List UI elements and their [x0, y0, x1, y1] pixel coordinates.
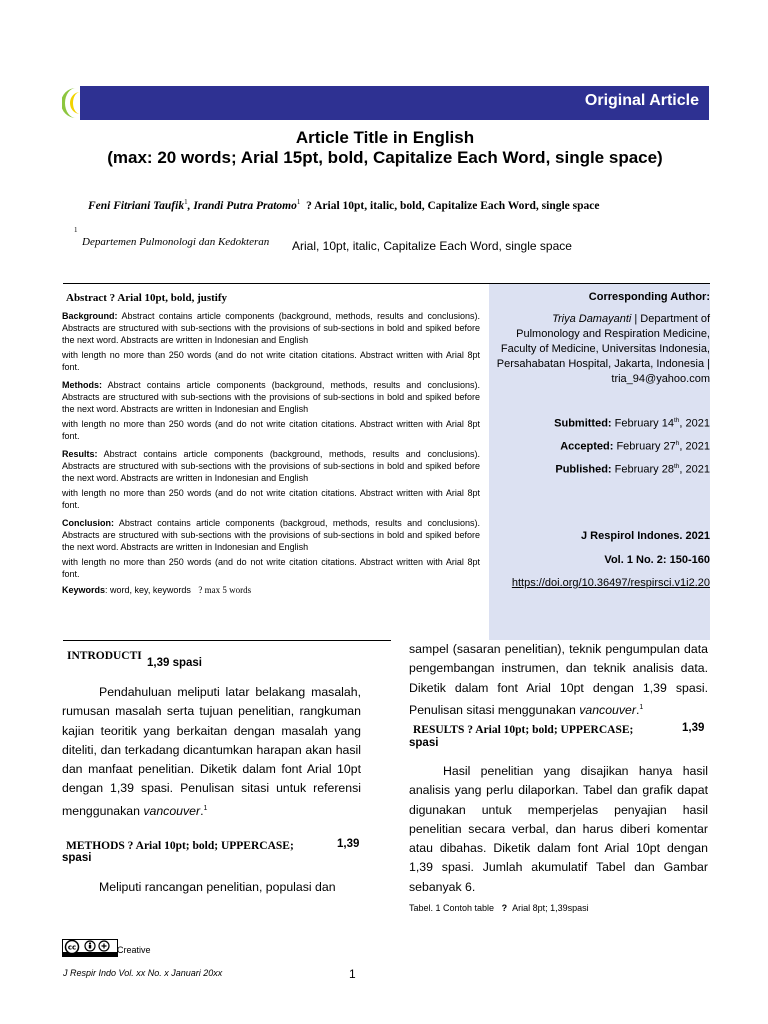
submitted-suffix: th	[673, 417, 680, 424]
table-caption-note: Arial 8pt; 1,39spasi	[512, 903, 589, 913]
author-1: Feni Fitriani Taufik	[88, 199, 185, 212]
introduction-text: Pendahuluan meliputi latar belakang masalah, rumusan masalah serta tujuan penelitian, rangkuman kajian teoritik yang berkaitan dengan masalah yang diteliti, dan terkadang dicantumkan harapan akan hasil dan manfaat penelitian. Diketik dalam font Arial 10pt dengan 1,39 spasi. Penulisan sitasi untuk referensi menggunakan	[62, 685, 361, 818]
article-title	[60, 128, 710, 168]
accepted-value: February 27	[613, 440, 676, 453]
abstract-conclusion	[62, 517, 480, 580]
author-format-note: ? Arial 10pt, italic, bold, Capitalize Each Word, single space	[306, 199, 600, 212]
corresponding-author-affiliation: | Department of Pulmonology and Respiration Medicine, Faculty of Medicine, Universitas Indonesia, Persahabatan Hospital, Jakarta, Indonesia | tria_94@yahoo.com	[496, 313, 710, 385]
affiliation-format-note: Arial, 10pt, italic, Capitalize Each Word, single space	[292, 239, 572, 253]
results-spacing-unit: spasi	[409, 737, 439, 749]
article-type-banner	[80, 86, 709, 120]
table-caption	[409, 903, 589, 913]
accepted-label: Accepted:	[560, 440, 614, 453]
svg-text:cc: cc	[67, 943, 77, 952]
author-2-affil: 1	[296, 198, 301, 206]
abstract-section-text: Abstract contains article components (background, methods, results and conclusions). Abstracts are structured with sub-sections with the provisions of sub-sections in bold and spiked before the next word. Abstracts are written in Indonesian and English	[62, 380, 480, 414]
abstract-section-text-end: with length no more than 250 words (and do not write citation citations. Abstract written with Arial 8pt font.	[62, 419, 480, 441]
corresponding-author-label: Corresponding Author:	[588, 291, 710, 303]
article-type-label: Original Article	[584, 92, 699, 109]
footer-citation: J Respir Indo Vol. xx No. x Januari 20xx	[63, 968, 223, 978]
methods-citation: 1	[639, 703, 644, 711]
abstract-section-text: Abstract contains article components (background, methods, results and conclusions). Abstracts are structured with sub-sections with the provisions of sub-sections in bold and spiked before the next word. Abstracts are written in Indonesian and English	[62, 449, 480, 483]
introduction-italic-term: vancouver	[143, 803, 201, 818]
methods-continued-end: .	[635, 702, 640, 717]
submitted-year: , 2021	[679, 417, 710, 430]
author-1-affil: 1	[184, 198, 188, 206]
keywords-line	[62, 585, 251, 595]
abstract-results	[62, 448, 480, 511]
abstract-section-label: Methods:	[62, 380, 102, 390]
introduction-paragraph	[62, 683, 361, 821]
submitted-date	[554, 413, 710, 432]
page-number: 1	[349, 967, 356, 981]
affiliation-marker: 1	[74, 226, 78, 234]
introduction-end: .	[200, 803, 204, 818]
published-date	[555, 459, 710, 478]
results-spacing-value: 1,39	[682, 722, 705, 734]
table-caption-text: Tabel. 1 Contoh table	[409, 903, 495, 913]
accepted-date	[560, 436, 710, 455]
abstract-section-label: Conclusion:	[62, 518, 114, 528]
abstract-section-text: Abstract contains article components (backgroud, methods, results and conclusions). Abstracts are structured with sub-sections with the provisions of sub-sections in bold and spiked before the next word. Abstracts are written in Indonesian and English	[62, 518, 480, 552]
keywords-label: Keywords	[62, 585, 106, 595]
keywords-list: : word, key, keywords	[105, 585, 191, 595]
title-line-1: Article Title in English	[295, 128, 475, 147]
results-heading: RESULTS ? Arial 10pt; bold; UPPERCASE;	[413, 724, 634, 736]
author-line	[88, 198, 599, 212]
corresponding-author-details	[495, 312, 710, 387]
methods-spacing-unit: spasi	[62, 852, 92, 864]
divider	[63, 640, 391, 641]
abstract-section-text: Abstract contains article components (background, methods, results and conclusions). Abstracts are structured with sub-sections with the provisions of sub-sections in bold and spiked before the next word. Abstracts are written in Indonesian and English	[62, 311, 480, 345]
abstract-section-text-end: with length no more than 250 words (and do not write citation citations. Abstract written with Arial 8pt font.	[62, 488, 480, 510]
keywords-note: ? max 5 words	[198, 585, 252, 595]
license-label: Creative	[117, 945, 151, 955]
submitted-value: February 14	[611, 417, 674, 430]
methods-spacing-value: 1,39	[337, 838, 360, 850]
methods-heading: METHODS ? Arial 10pt; bold; UPPERCASE;	[66, 840, 294, 852]
submitted-label: Submitted:	[554, 417, 612, 430]
abstract-methods	[62, 379, 480, 442]
doi-link[interactable]: https://doi.org/10.36497/respirsci.v1i2.20	[511, 577, 710, 589]
corresponding-author-name: Triya Damayanti	[552, 313, 632, 325]
abstract-heading: Abstract ? Arial 10pt, bold, justify	[66, 292, 228, 304]
published-year: , 2021	[679, 463, 710, 476]
published-suffix: th	[673, 463, 680, 470]
introduction-spacing-note: 1,39 spasi	[147, 657, 202, 669]
journal-volume: Vol. 1 No. 2: 150-160	[604, 554, 710, 566]
author-2: , Irandi Putra Pratomo	[187, 199, 297, 212]
title-line-2: (max: 20 words; Arial 15pt, bold, Capitalize Each Word, single space)	[107, 148, 663, 167]
journal-citation: J Respirol Indones. 2021	[581, 530, 710, 542]
abstract-section-text-end: with length no more than 250 words (and do not write citation citations. Abstract written with Arial 8pt font.	[62, 557, 480, 579]
methods-italic-term: vancouver	[579, 702, 636, 717]
published-value: February 28	[611, 463, 674, 476]
methods-continued-paragraph	[409, 640, 708, 720]
introduction-heading: INTRODUCTI	[67, 650, 142, 662]
introduction-citation: 1	[203, 804, 208, 812]
accepted-suffix: h	[675, 440, 680, 447]
published-label: Published:	[555, 463, 612, 476]
table-caption-mark: ?	[501, 903, 508, 913]
abstract-section-label: Background:	[62, 311, 118, 321]
abstract-section-text-end: with length no more than 250 words (and do not write citation citations. Abstract written with Arial 8pt font.	[62, 350, 480, 372]
journal-logo-icon	[62, 86, 82, 120]
abstract-background	[62, 310, 480, 373]
methods-paragraph: Meliputi rancangan penelitian, populasi dan	[99, 880, 336, 894]
accepted-year: , 2021	[679, 440, 710, 453]
creative-commons-icon	[62, 939, 118, 957]
methods-continued-text: sampel (sasaran penelitian), teknik pengumpulan data pengembangan instrumen, dan teknik analisis data. Diketik dalam font Arial 10pt dengan 1,39 spasi. Penulisan sitasi menggunakan	[409, 642, 708, 717]
results-paragraph: Hasil penelitian yang disajikan hanya hasil analisis yang perlu dilaporkan. Tabel dan grafik dapat digunakan untuk memperjelas penyajian hasil penelitian secara verbal, dan harus diberi komentar atau dibahas. Diketik dalam font Arial 10pt dengan 1,39 spasi. Jumlah akumulatif Tabel dan Gambar sebanyak 6.	[409, 764, 708, 894]
abstract-section-label: Results:	[62, 449, 98, 459]
affiliation-text: Departemen Pulmonologi dan Kedokteran	[82, 236, 270, 248]
